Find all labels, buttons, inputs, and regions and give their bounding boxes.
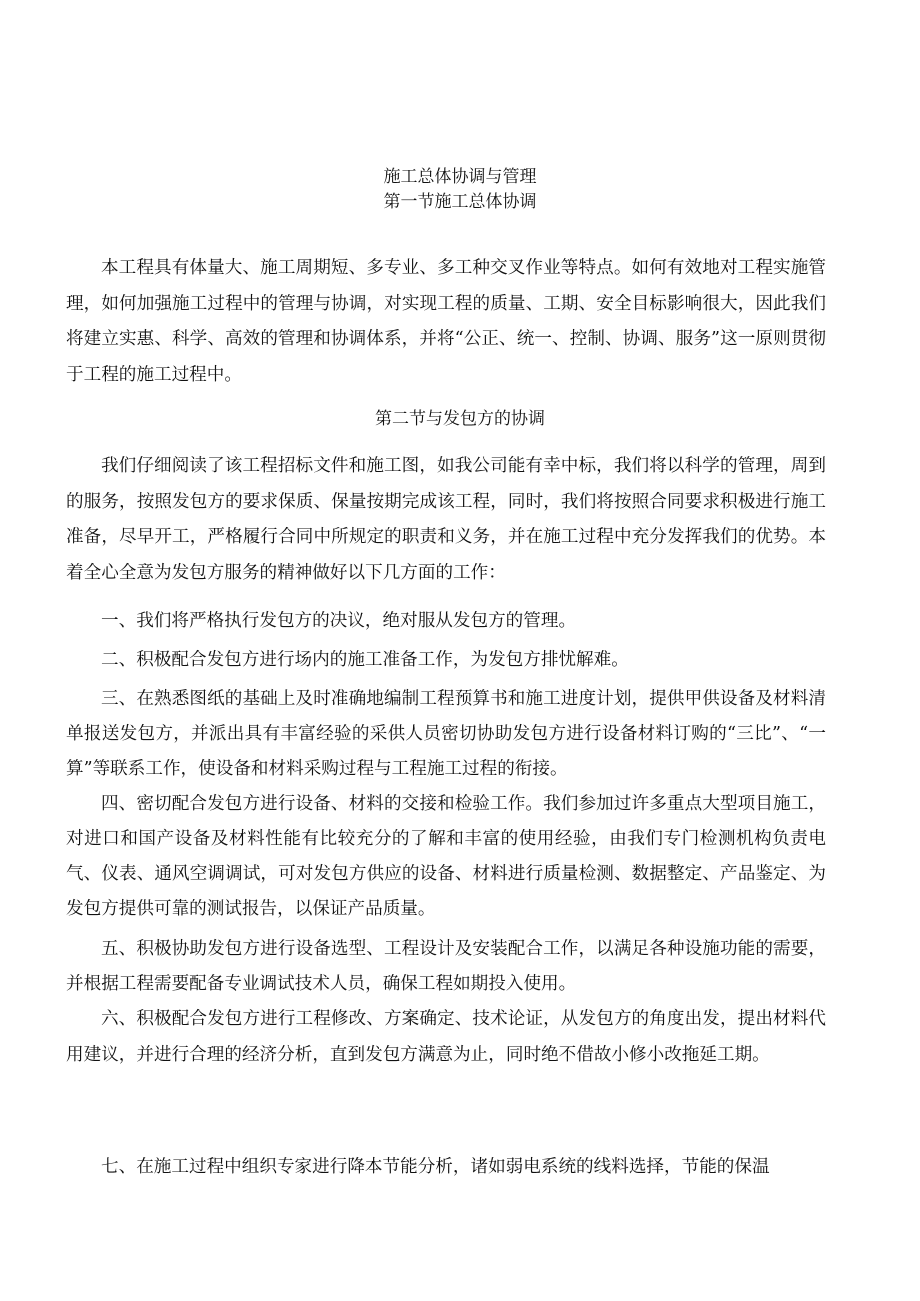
section-1-paragraph: 本工程具有体量大、施工周期短、多专业、多工种交叉作业等特点。如何有效地对工程实施管理，如何加强施工过程中的管理与协调，对实现工程的质量、工期、安全目标影响很大，因此我们将建立实惠、科学、高效的管理和协调体系，并将“公正、统一、控制、协调、服务”这一原则贯彻于工程的施工过程中。 — [66, 258, 826, 385]
section-2-intro-paragraph: 我们仔细阅读了该工程招标文件和施工图，如我公司能有幸中标，我们将以科学的管理，周到的服务，按照发包方的要求保质、保量按期完成该工程，同时，我们将按照合同要求积极进行施工准备，尽早开工，严格履行合同中所规定的职责和义务，并在施工过程中充分发挥我们的优势。本着全心全意为发包方服务的精神做好以下几方面的工作： — [66, 456, 826, 583]
list-item-5: 五、积极协助发包方进行设备选型、工程设计及安装配合工作，以满足各种设施功能的需要，并根据工程需要配备专业调试技术人员，确保工程如期投入使用。 — [66, 939, 826, 994]
document-title: 施工总体协调与管理 — [383, 167, 537, 187]
list-item-3: 三、在熟悉图纸的基础上及时准确地编制工程预算书和施工进度计划，提供甲供设备及材料清单报送发包方，并派出具有丰富经验的采供人员密切协助发包方进行设备材料订购的“三比”、“一算”等联系工作，使设备和材料采购过程与工程施工过程的衔接。 — [66, 689, 826, 779]
list-item-2: 二、积极配合发包方进行场内的施工准备工作，为发包方排忧解难。 — [101, 650, 629, 670]
list-item-7: 七、在施工过程中组织专家进行降本节能分析，诸如弱电系统的线料选择，节能的保温 — [101, 1157, 770, 1177]
list-item-4: 四、密切配合发包方进行设备、材料的交接和检验工作。我们参加过许多重点大型项目施工，对进口和国产设备及材料性能有比较充分的了解和丰富的使用经验，由我们专门检测机构负责电气、仪表、通风空调调试，可对发包方供应的设备、材料进行质量检测、数据整定、产品鉴定、为发包方提供可靠的测试报告，以保证产品质量。 — [66, 794, 826, 919]
list-item-1: 一、我们将严格执行发包方的决议，绝对服从发包方的管理。 — [101, 611, 577, 631]
section-1-heading: 第一节施工总体协调 — [383, 192, 537, 212]
list-item-6: 六、积极配合发包方进行工程修改、方案确定、技术论证，从发包方的角度出发，提出材料代用建议，并进行合理的经济分析，直到发包方满意为止，同时绝不借故小修小改拖延工期。 — [66, 1009, 826, 1065]
section-2-heading: 第二节与发包方的协调 — [375, 409, 545, 429]
